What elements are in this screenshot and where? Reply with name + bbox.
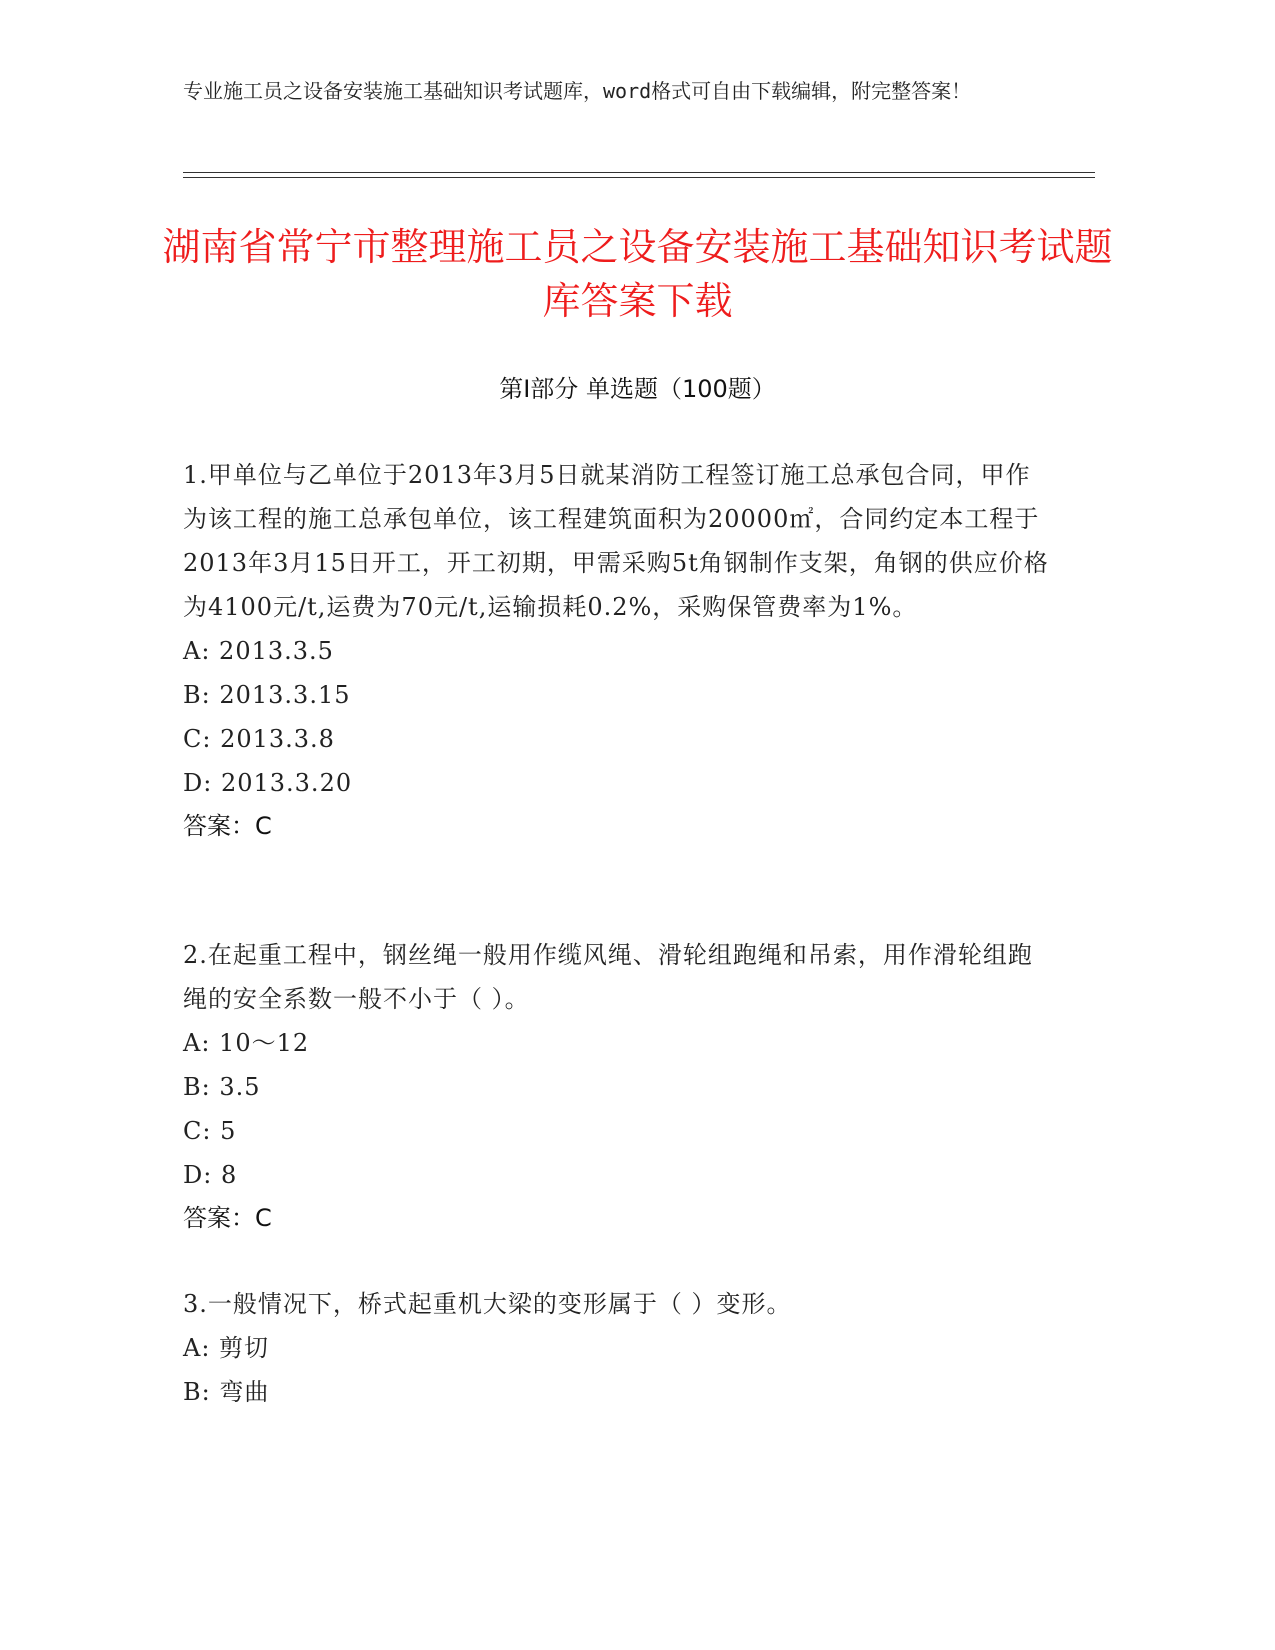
answer-label: 答案：C — [183, 812, 272, 840]
option-c: C: 5 — [183, 1117, 237, 1145]
question-3 — [183, 1282, 1053, 1414]
option-d: D: 2013.3.20 — [183, 769, 353, 797]
question-text: 2.在起重工程中，钢丝绳一般用作缆风绳、滑轮组跑绳和吊索，用作滑轮组跑绳的安全系数一般不小于（ ）。 — [183, 941, 1033, 1013]
option-b: B: 2013.3.15 — [183, 681, 351, 709]
header-note: 专业施工员之设备安装施工基础知识考试题库，word格式可自由下载编辑，附完整答案！ — [183, 79, 972, 103]
option-c: C: 2013.3.8 — [183, 725, 335, 753]
option-b: B: 3.5 — [183, 1073, 261, 1101]
option-a: A: 剪切 — [183, 1334, 270, 1362]
question-2 — [183, 933, 1053, 1239]
document-title: 湖南省常宁市整理施工员之设备安装施工基础知识考试题库答案下载 — [162, 225, 1113, 323]
question-text: 3.一般情况下，桥式起重机大梁的变形属于（ ）变形。 — [183, 1290, 792, 1318]
option-a: A: 2013.3.5 — [183, 637, 334, 665]
option-a: A: 10～12 — [183, 1029, 310, 1057]
option-b: B: 弯曲 — [183, 1378, 270, 1406]
option-d: D: 8 — [183, 1161, 238, 1189]
question-text: 1.甲单位与乙单位于2013年3月5日就某消防工程签订施工总承包合同，甲作为该工程的施工总承包单位，该工程建筑面积为20000㎡，合同约定本工程于2013年3月15日开工，开工初期，甲需采购5t角钢制作支架，角钢的供应价格为4100元/t,运费为70元/t,运输损耗0.2%，采购保管费率为1%。 — [183, 461, 1049, 621]
header-divider-bottom — [183, 177, 1095, 178]
header-divider-top — [183, 172, 1095, 173]
question-1 — [183, 453, 1053, 847]
section-title: 第Ⅰ部分 单选题（100题） — [499, 375, 776, 403]
answer-label: 答案：C — [183, 1204, 272, 1232]
